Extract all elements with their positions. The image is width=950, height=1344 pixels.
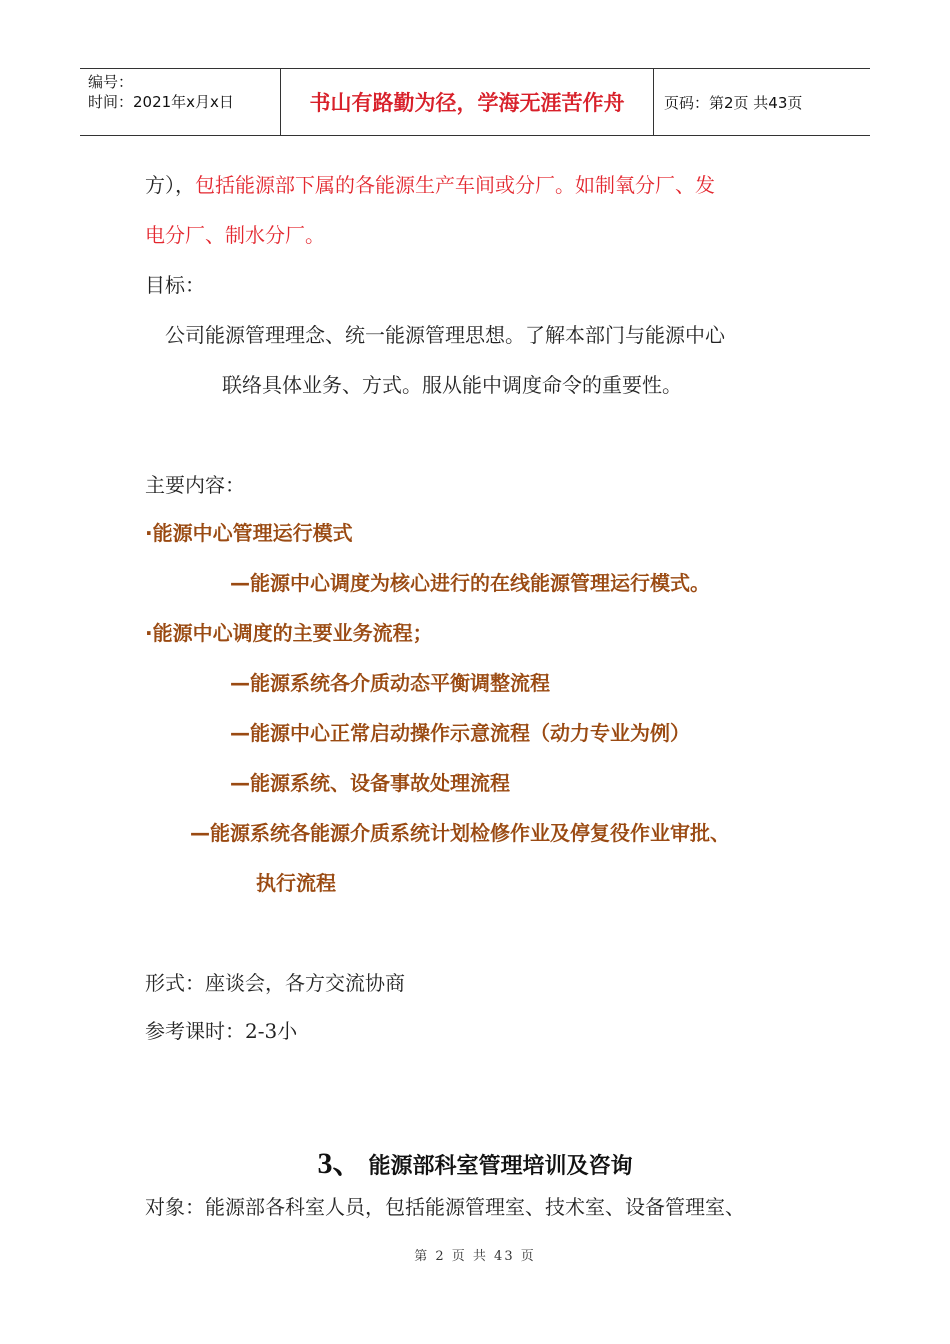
form-line: 形式：座谈会，各方交流协商 bbox=[145, 971, 405, 995]
content-subitem: —能源系统各能源介质系统计划检修作业及停复役作业审批、 bbox=[190, 821, 730, 845]
body-line-1-start: 方）， bbox=[145, 173, 195, 197]
content-subitem: —能源中心正常启动操作示意流程（动力专业为例） bbox=[230, 721, 690, 745]
content-subitem: —能源中心调度为核心进行的在线能源管理运行模式。 bbox=[230, 571, 710, 595]
content-item: ·能源中心管理运行模式 bbox=[145, 521, 353, 545]
section-number: 3、 bbox=[317, 1147, 363, 1180]
section-heading bbox=[0, 1138, 950, 1182]
section-title: 能源部科室管理培训及咨询 bbox=[368, 1154, 633, 1179]
body-line-1-highlight: 包括能源部下属的各能源生产车间或分厂。如制氧分厂、发 bbox=[195, 173, 715, 197]
header-page-label: 页码：第2页 共43页 bbox=[664, 93, 803, 112]
hours-line: 参考课时：2-3小 bbox=[145, 1019, 298, 1043]
goal-label: 目标： bbox=[145, 273, 205, 297]
content-subitem: —能源系统各介质动态平衡调整流程 bbox=[230, 671, 550, 695]
body-line-1 bbox=[145, 170, 715, 200]
content-label: 主要内容： bbox=[145, 473, 245, 497]
header-motto: 书山有路勤为径，学海无涯苦作舟 bbox=[281, 69, 654, 135]
time-label: 时间：2021年x月x日 bbox=[88, 93, 234, 111]
code-label: 编号： bbox=[88, 73, 134, 91]
page-footer: 第 2 页 共 43 页 bbox=[414, 1249, 536, 1264]
body-line-2: 电分厂、制水分厂。 bbox=[145, 223, 325, 247]
content-item: ·能源中心调度的主要业务流程； bbox=[145, 621, 433, 645]
goal-line-2: 联络具体业务、方式。服从能中调度命令的重要性。 bbox=[222, 373, 682, 397]
audience-line: 对象：能源部各科室人员，包括能源管理室、技术室、设备管理室、 bbox=[145, 1195, 745, 1219]
content-subitem: —能源系统、设备事故处理流程 bbox=[230, 771, 510, 795]
content-subitem-continued: 执行流程 bbox=[256, 871, 336, 895]
goal-line-1: 公司能源管理理念、统一能源管理思想。了解本部门与能源中心 bbox=[165, 323, 725, 347]
page-header bbox=[80, 68, 870, 136]
header-left-cell bbox=[80, 69, 281, 135]
